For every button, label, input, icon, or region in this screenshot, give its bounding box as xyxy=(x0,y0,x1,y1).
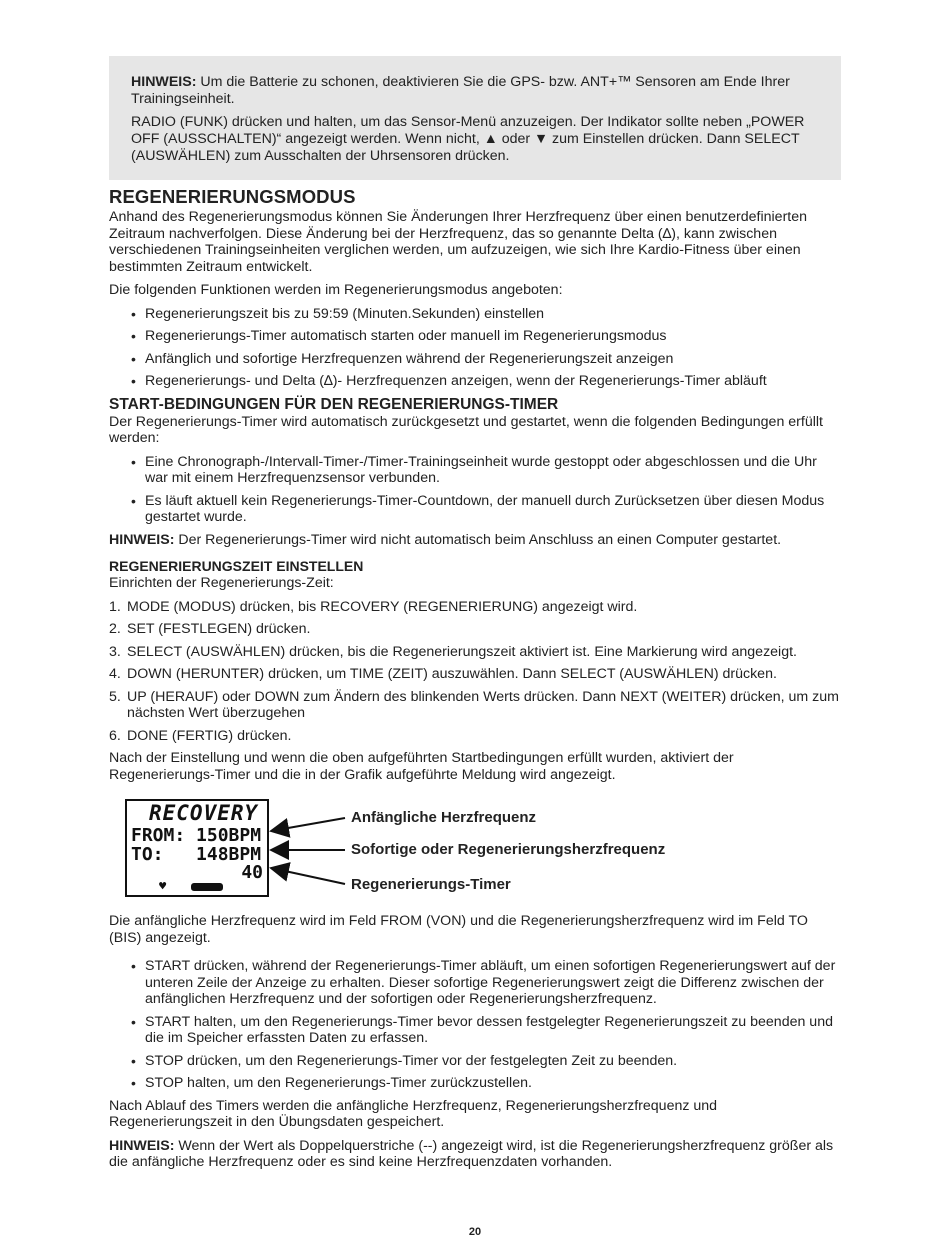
list-item xyxy=(109,621,841,638)
step-text: SET (FESTLEGEN) drücken. xyxy=(127,621,311,637)
battery-note-box xyxy=(109,56,841,180)
callout-arrows xyxy=(109,795,369,905)
start-conditions-title: START-BEDINGUNGEN FÜR DEN REGENERIERUNGS-TIMER xyxy=(109,395,559,413)
heart-icon: ♥ xyxy=(159,879,167,893)
list-item: • Es läuft aktuell kein Regenerierungs-Timer-Countdown, der manuell durch Zurücksetzen über diesen Modus gestartet wurde. xyxy=(109,493,841,526)
list-item: • Regenerierungszeit bis zu 59:59 (Minuten.Sekunden) einstellen xyxy=(109,306,841,323)
list-item: • START drücken, während der Regenerierungs-Timer abläuft, um einen sofortigen Regenerierungswert auf der unteren Zeile der Anzeige zu erhalten. Dieser sofortige Regenerierungswert zeigt die Differenz zwischen der anfänglichen Herzfrequenz und der sofortigen oder Regenerierungsherzfrequenz. xyxy=(109,958,841,1008)
note-text: Der Regenerierungs-Timer wird nicht automatisch beim Anschluss an einen Computer gestartet. xyxy=(174,531,782,548)
lcd-from-line: FROM: 150BPM xyxy=(131,825,262,846)
arrow-initial xyxy=(271,818,345,831)
list-item: • Regenerierungs-Timer automatisch starten oder manuell im Regenerierungsmodus xyxy=(109,328,841,345)
note-text: Um die Batterie zu schonen, deaktivieren Sie die GPS- bzw. ANT+™ Sensoren am Ende Ihrer Trainingseinheit. xyxy=(131,74,790,107)
after-timer-paragraph: Nach Ablauf des Timers werden die anfängliche Herzfrequenz, Regenerierungsherzfrequenz und Regenerierungszeit in den Übungsdaten gespeichert. xyxy=(109,1097,718,1130)
step-number: 2. xyxy=(109,621,121,637)
label-initial-heart-rate: Anfängliche Herzfrequenz xyxy=(351,809,537,826)
list-item: • START halten, um den Regenerierungs-Timer bevor dessen festgelegter Regenerierungszeit zu beenden und die im Speicher erfassten Daten zu erfassen. xyxy=(109,1014,841,1047)
step-number: 5. xyxy=(109,688,121,705)
actions-list xyxy=(109,958,841,1092)
list-item: • Regenerierungs- und Delta (∆)- Herzfrequenzen anzeigen, wenn der Regenerierungs-Timer abläuft xyxy=(109,373,841,390)
intro-paragraph: Anhand des Regenerierungsmodus können Sie Änderungen Ihrer Herzfrequenz über einen benutzerdefinierten Zeitraum nachverfolgen. Diese Änderung bei der Herzfrequenz, das so genannte Delta (∆), kann zwischen verschiedenen Trainingseinheiten verglichen werden, um aufzuzeigen, wie sich Ihre Kardio-Fitness über einen bestimmten Zeitraum entwickelt. xyxy=(109,209,808,275)
note-label: HINWEIS: xyxy=(109,531,175,548)
step-text: DONE (FERTIG) drücken. xyxy=(127,727,292,744)
label-recovery-timer: Regenerierungs-Timer xyxy=(351,876,511,893)
lcd-timer-value: 40 xyxy=(241,862,263,883)
after-figure-paragraph: Die anfängliche Herzfrequenz wird im Feld FROM (VON) und die Regenerierungsherzfrequenz wird im Feld TO (BIS) angezeigt. xyxy=(109,913,808,946)
list-item: • Anfänglich und sofortige Herzfrequenzen während der Regenerierungszeit anzeigen xyxy=(109,351,841,368)
double-dash-note xyxy=(109,1138,841,1171)
lcd-to-line: TO: 148BPM xyxy=(131,844,262,865)
list-item xyxy=(109,599,841,616)
page-number: 20 xyxy=(468,1226,482,1238)
step-text: UP (HERAUF) oder DOWN zum Ändern des blinkenden Werts drücken. Dann NEXT (WEITER) drücken, um zum nächsten Wert überzugehen xyxy=(127,688,839,721)
note-text: Wenn der Wert als Doppelquerstriche (--) angezeigt wird, ist die Regenerierungsherzfrequenz größer als die anfängliche Herzfrequenz oder es sind keine Herzfrequenzdaten vorhanden. xyxy=(109,1137,834,1170)
step-text: DOWN (HERUNTER) drücken, um TIME (ZEIT) auszuwählen. Dann SELECT (AUSWÄHLEN) drücken. xyxy=(127,666,777,682)
radio-instructions: RADIO (FUNK) drücken und halten, um das Sensor-Menü anzuzeigen. Der Indikator sollte neben „POWER OFF (AUSSCHALTEN)“ angezeigt werden. Wenn nicht, ▲ oder ▼ zum Einstellen drücken. Dann SELECT (AUSWÄHLEN) zum Ausschalten der Uhrsensoren drücken. xyxy=(131,114,805,164)
arrow-timer xyxy=(271,868,345,884)
step-text: MODE (MODUS) drücken, bis RECOVERY (REGENERIERUNG) angezeigt wird. xyxy=(127,598,638,615)
steps-list xyxy=(109,599,841,745)
after-steps-paragraph: Nach der Einstellung und wenn die oben aufgeführten Startbedingungen erfüllt wurden, aktiviert der Regenerierungs-Timer und die in der Grafik aufgeführte Meldung wird angezeigt. xyxy=(109,750,734,783)
step-number: 4. xyxy=(109,666,121,682)
lcd-mode-label: RECOVERY xyxy=(149,801,259,825)
recovery-display-figure xyxy=(109,795,841,905)
start-conditions-list xyxy=(109,454,841,526)
functions-lead: Die folgenden Funktionen werden im Regenerierungsmodus angeboten: xyxy=(109,282,563,298)
computer-note xyxy=(109,532,841,549)
note-label: HINWEIS: xyxy=(109,1137,175,1154)
list-item: • STOP drücken, um den Regenerierungs-Timer vor der festgelegten Zeit zu beenden. xyxy=(109,1053,841,1070)
functions-list xyxy=(109,306,841,390)
section-title: REGENERIERUNGSMODUS xyxy=(109,186,356,207)
step-number: 6. xyxy=(109,727,121,744)
set-time-title: REGENERIERUNGSZEIT EINSTELLEN xyxy=(109,558,364,574)
list-item: • Eine Chronograph-/Intervall-Timer-/Timer-Trainingseinheit wurde gestoppt oder abgeschlossen und die Uhr war mit einem Herzfrequenzsensor verbunden. xyxy=(109,454,841,487)
list-item xyxy=(109,689,841,722)
label-instant-heart-rate: Sofortige oder Regenerierungsherzfrequenz xyxy=(351,841,666,858)
start-conditions-lead: Der Regenerierungs-Timer wird automatisch zurückgesetzt und gestartet, wenn die folgenden Bedingungen erfüllt werden: xyxy=(109,413,823,446)
step-number: 3. xyxy=(109,643,121,660)
page-content xyxy=(109,56,841,1178)
list-item xyxy=(109,728,841,745)
list-item xyxy=(109,644,841,661)
note-label: HINWEIS: xyxy=(131,74,197,90)
step-number: 1. xyxy=(109,598,121,615)
note-paragraph xyxy=(131,74,819,108)
list-item xyxy=(109,666,841,683)
set-time-lead: Einrichten der Regenerierungs-Zeit: xyxy=(109,575,334,591)
step-text: SELECT (AUSWÄHLEN) drücken, bis die Regenerierungszeit aktiviert ist. Eine Markierung wird angezeigt. xyxy=(127,643,797,660)
list-item: • STOP halten, um den Regenerierungs-Timer zurückzustellen. xyxy=(109,1075,841,1092)
